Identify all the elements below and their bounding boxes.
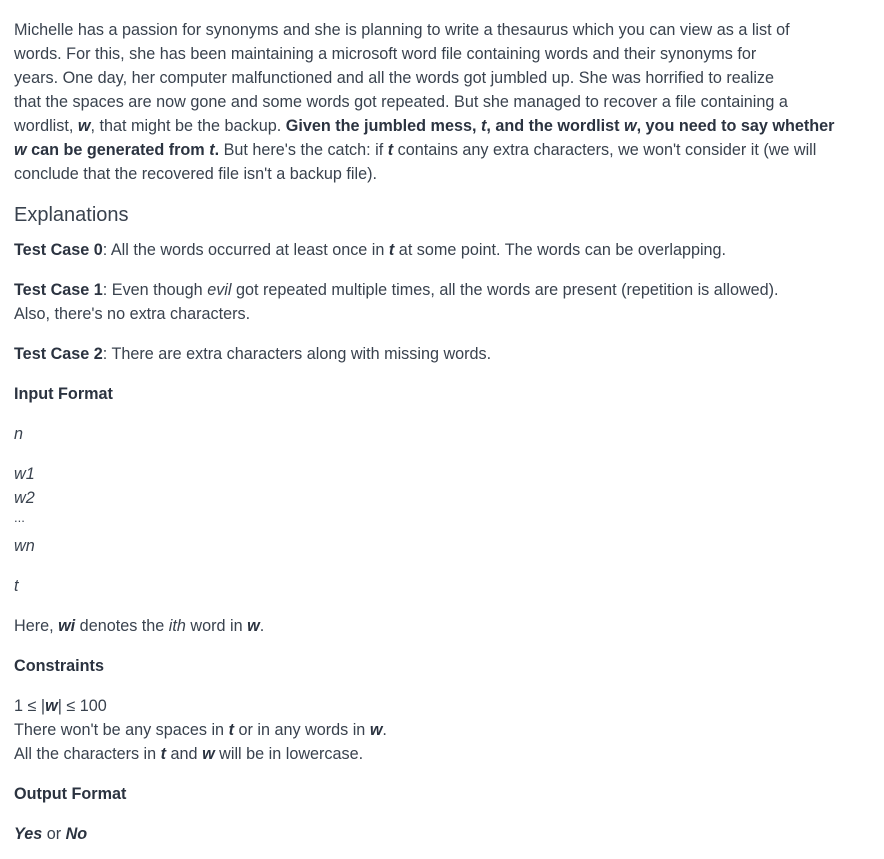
test-case-2-explanation: Test Case 2: There are extra characters along with missing words. (14, 345, 492, 363)
intro-line: wordlist, w, that might be the backup. Given the jumbled mess, t, and the wordlist w, you need to say whether (14, 117, 835, 135)
input-t: t (14, 577, 19, 595)
task-statement: Given the jumbled mess, t, and the wordlist w, you need to say whether (285, 117, 835, 135)
constraint-no-spaces: There won't be any spaces in t or in any words in w. (14, 721, 387, 739)
input-w2: w2 (14, 489, 35, 507)
test-case-1-explanation-cont: Also, there's no extra characters. (14, 305, 251, 323)
intro-line: Michelle has a passion for synonyms and she is planning to write a thesaurus which you can view as a list of (14, 21, 790, 39)
output-format-heading: Output Format (14, 785, 127, 803)
constraint-word-count: 1 ≤ |w| ≤ 100 (14, 697, 107, 715)
explanations-heading: Explanations (14, 204, 129, 226)
test-case-1-explanation: Test Case 1: Even though evil got repeated multiple times, all the words are present (repetition is allowed). (14, 281, 779, 299)
output-values: Yes or No (14, 825, 88, 843)
input-ellipsis: ... (14, 510, 25, 525)
intro-line: conclude that the recovered file isn't a backup file). (14, 165, 378, 183)
intro-paragraph (14, 18, 842, 186)
intro-line: words. For this, she has been maintaining a microsoft word file containing words and their synonyms for (14, 45, 757, 63)
intro-line: that the spaces are now gone and some words got repeated. But she managed to recover a file containing a (14, 93, 788, 111)
intro-line: years. One day, her computer malfunctioned and all the words got jumbled up. She was horrified to realize (14, 69, 775, 87)
input-format-heading: Input Format (14, 385, 113, 403)
input-w1: w1 (14, 465, 35, 483)
input-description: Here, wi denotes the ith word in w. (14, 617, 265, 635)
test-case-0-explanation: Test Case 0: All the words occurred at least once in t at some point. The words can be overlapping. (14, 241, 727, 259)
input-n: n (14, 425, 24, 443)
constraint-lowercase: All the characters in t and w will be in lowercase. (14, 745, 364, 763)
input-wn: wn (14, 537, 35, 555)
constraints-heading: Constraints (14, 657, 104, 675)
intro-line: w can be generated from t. But here's the catch: if t contains any extra characters, we won't consider it (we will (14, 141, 817, 159)
